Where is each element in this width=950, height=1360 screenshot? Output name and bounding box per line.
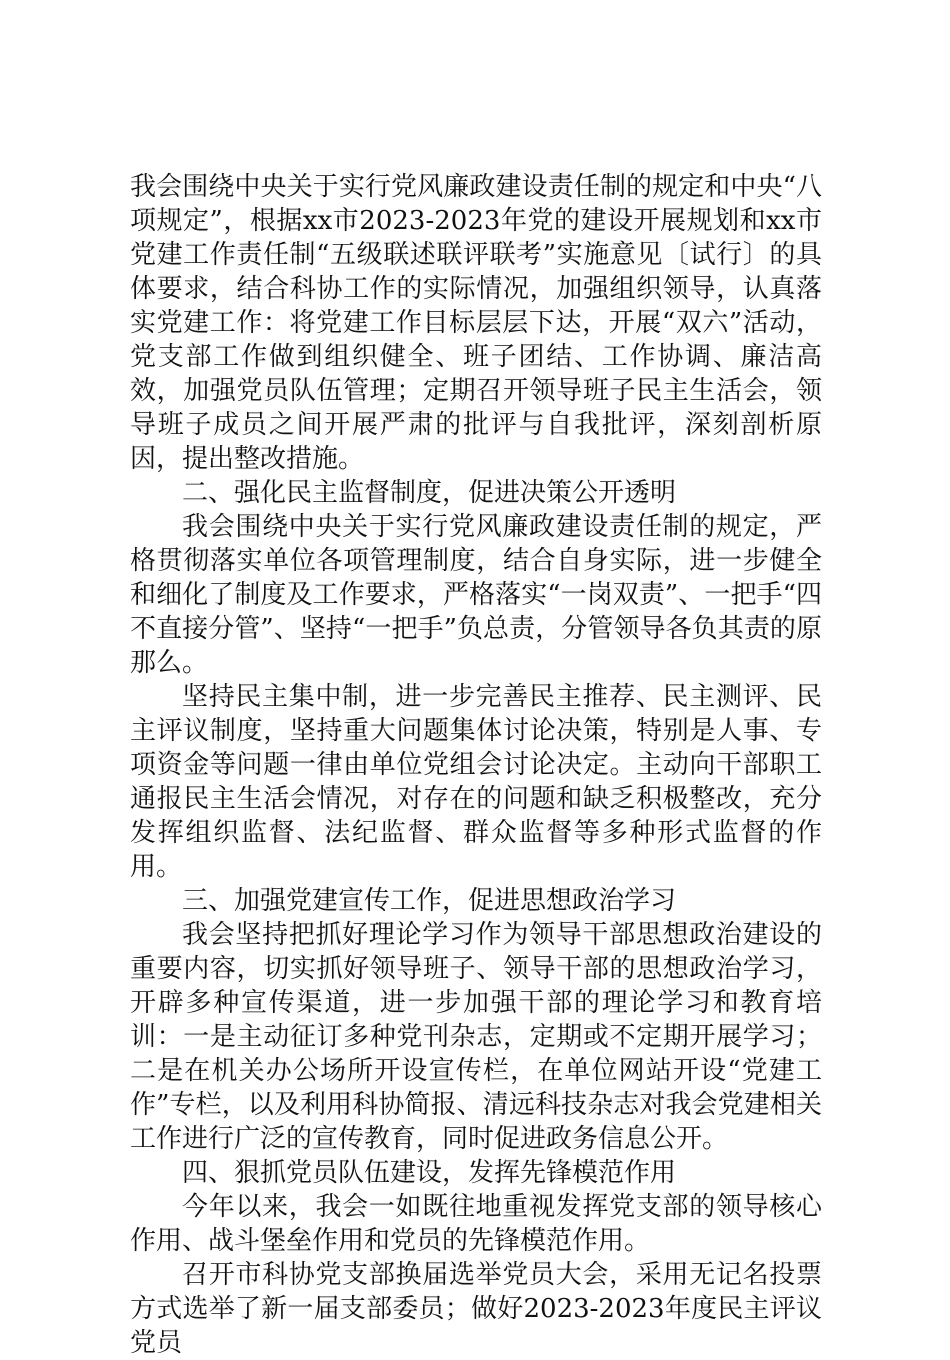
paragraph-section2-b: 坚持民主集中制，进一步完善民主推荐、民主测评、民主评议制度，坚持重大问题集体讨论决策，特别是人事、专项资金等问题一律由单位党组会讨论决定。主动向干部职工通报民主生活会情况，对存在的问题和缺乏积极整改，充分发挥组织监督、法纪监督、群众监督等多种形式监督的作用。 [130,682,822,882]
section-heading-2: 二、强化民主监督制度，促进决策公开透明 [182,478,677,508]
paragraph-section2-a: 我会围绕中央关于实行党风廉政建设责任制的规定，严格贯彻落实单位各项管理制度，结合自身实际，进一步健全和细化了制度及工作要求，严格落实“一岗双责”、一把手“四不直接分管”、坚持“一把手”负总责，分管领导各负其责的原那么。 [130,512,822,678]
paragraph-section3-a: 我会坚持把抓好理论学习作为领导干部思想政治建设的重要内容，切实抓好领导班子、领导干部的思想政治学习，开辟多种宣传渠道，进一步加强干部的理论学习和教育培训：一是主动征订多种党刊杂志，定期或不定期开展学习；二是在机关办公场所开设宣传栏，在单位网站开设“党建工作”专栏，以及利用科协简报、清远科技杂志对我会党建相关工作进行广泛的宣传教育，同时促进政务信息公开。 [130,920,822,1154]
paragraph-section4-a: 今年以来，我会一如既往地重视发挥党支部的领导核心作用、战斗堡垒作用和党员的先锋模范作用。 [130,1192,822,1256]
paragraph-section4-b: 召开市科协党支部换届选举党员大会，采用无记名投票方式选举了新一届支部委员；做好2023-2023年度民主评议党员 [130,1260,822,1358]
paragraph-intro: 我会围绕中央关于实行党风廉政建设责任制的规定和中央“八项规定”，根据xx市2023-2023年党的建设开展规划和xx市党建工作责任制“五级联述联评联考”实施意见〔试行〕的具体要求，结合科协工作的实际情况，加强组织领导，认真落实党建工作：将党建工作目标层层下达，开展“双六”活动，党支部工作做到组织健全、班子团结、工作协调、廉洁高效，加强党员队伍管理；定期召开领导班子民主生活会，领导班子成员之间开展严肃的批评与自我批评，深刻剖析原因，提出整改措施。 [130,172,822,474]
document-page [130,170,822,1360]
section-heading-3: 三、加强党建宣传工作，促进思想政治学习 [182,886,677,916]
section-heading-4: 四、狠抓党员队伍建设，发挥先锋模范作用 [182,1158,677,1188]
